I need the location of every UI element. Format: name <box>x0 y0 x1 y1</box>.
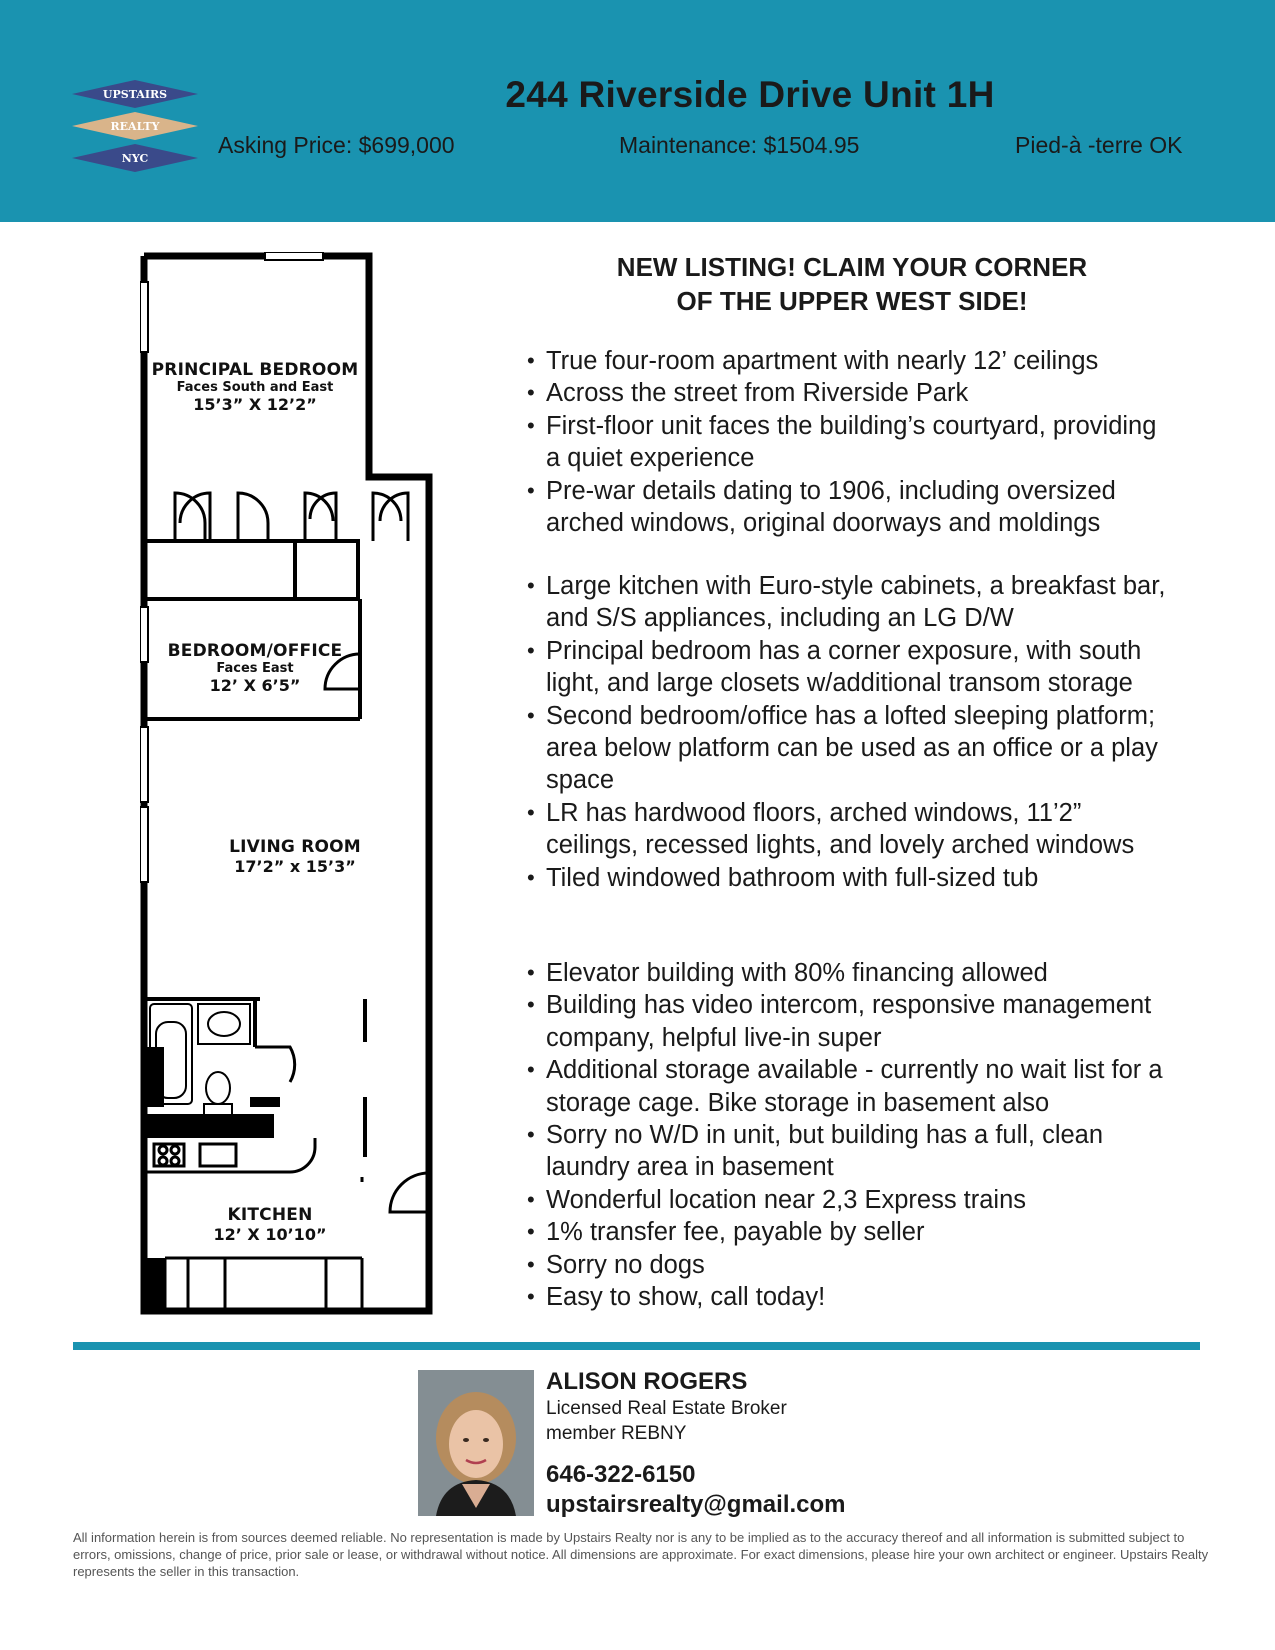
agent-membership: member REBNY <box>546 1423 687 1444</box>
living-room-dims: 17’2” x 15’3” <box>234 857 356 876</box>
bedroom-office-label <box>140 641 370 695</box>
list-item: • Pre-war details dating to 1906, including oversized arched windows, original doorways and moldings <box>527 475 1177 540</box>
pied-a-terre-note: Pied-à -terre OK <box>1015 132 1183 158</box>
list-item: • Principal bedroom has a corner exposure, with south light, and large closets w/additional transom storage <box>527 635 1177 700</box>
upstairs-realty-logo <box>72 78 198 176</box>
list-item: • True four-room apartment with nearly 12’ ceilings <box>527 345 1177 377</box>
bedroom-office-name: BEDROOM/OFFICE <box>167 641 343 661</box>
list-item: • Building has video intercom, responsive management company, helpful live-in super <box>527 989 1177 1054</box>
logo-text-top: UPSTAIRS <box>102 88 168 101</box>
list-item: • LR has hardwood floors, arched windows, 11’2” ceilings, recessed lights, and lovely arched windows <box>527 797 1177 862</box>
bedroom-office-dims: 12’ X 6’5” <box>209 676 301 695</box>
floor-plan <box>140 252 450 1315</box>
list-item: • Tiled windowed bathroom with full-sized tub <box>527 862 1177 894</box>
principal-bedroom-exposure: Faces South and East <box>176 380 334 395</box>
agent-title: Licensed Real Estate Broker <box>546 1398 787 1419</box>
kitchen-dims: 12’ X 10’10” <box>213 1225 327 1244</box>
feature-list-building <box>527 957 1177 1313</box>
headline-line-2: OF THE UPPER WEST SIDE! <box>676 286 1028 316</box>
agent-name: ALISON ROGERS <box>546 1368 748 1395</box>
listing-title: 244 Riverside Drive Unit 1H <box>505 74 995 115</box>
listing-headline <box>545 250 1159 318</box>
agent-photo <box>418 1370 534 1516</box>
maintenance-fee: Maintenance: $1504.95 <box>619 132 860 158</box>
feature-list-rooms <box>527 570 1177 894</box>
living-room-name: LIVING ROOM <box>229 837 361 857</box>
legal-disclaimer: All information herein is from sources deemed reliable. No representation is made by Upstairs Realty nor is any to be implied as to the accuracy thereof and all information is submitted subject to errors, omissions, change of price, prior sale or lease, or withdrawal without notice. All dimensions are approximate. For exact dimensions, please hire your own architect or engineer. Upstairs Realty represents the seller in this transaction. <box>73 1530 1209 1579</box>
list-item: • Sorry no W/D in unit, but building has a full, clean laundry area in basement <box>527 1119 1177 1184</box>
list-item: • Elevator building with 80% financing allowed <box>527 957 1177 989</box>
headline-line-1: NEW LISTING! CLAIM YOUR CORNER <box>616 252 1088 282</box>
list-item: • Wonderful location near 2,3 Express trains <box>527 1184 1177 1216</box>
list-item: • Sorry no dogs <box>527 1249 1177 1281</box>
kitchen-label <box>140 1205 400 1244</box>
principal-bedroom-name: PRINCIPAL BEDROOM <box>151 360 359 380</box>
bedroom-office-exposure: Faces East <box>216 661 294 676</box>
list-item: • Easy to show, call today! <box>527 1281 1177 1313</box>
principal-bedroom-dims: 15’3” X 12’2” <box>193 395 317 414</box>
kitchen-name: KITCHEN <box>227 1205 313 1225</box>
list-item: • First-floor unit faces the building’s courtyard, providing a quiet experience <box>527 410 1177 475</box>
asking-price: Asking Price: $699,000 <box>218 132 455 158</box>
list-item: • Large kitchen with Euro-style cabinets, a breakfast bar, and S/S appliances, including an LG D/W <box>527 570 1177 635</box>
agent-phone[interactable]: 646-322-6150 <box>546 1461 696 1488</box>
logo-text-middle: REALTY <box>110 120 160 133</box>
agent-email[interactable]: upstairsrealty@gmail.com <box>546 1491 846 1518</box>
principal-bedroom-label <box>140 360 370 414</box>
list-item: • Additional storage available - currently no wait list for a storage cage. Bike storage in basement also <box>527 1054 1177 1119</box>
living-room-label <box>140 837 450 876</box>
list-item: • 1% transfer fee, payable by seller <box>527 1216 1177 1248</box>
list-item: • Second bedroom/office has a lofted sleeping platform; area below platform can be used as an office or a play space <box>527 700 1177 797</box>
list-item: • Across the street from Riverside Park <box>527 377 1177 409</box>
header-banner <box>0 0 1275 222</box>
feature-list-apartment <box>527 345 1177 539</box>
logo-text-bottom: NYC <box>121 152 149 165</box>
section-divider <box>73 1342 1200 1350</box>
